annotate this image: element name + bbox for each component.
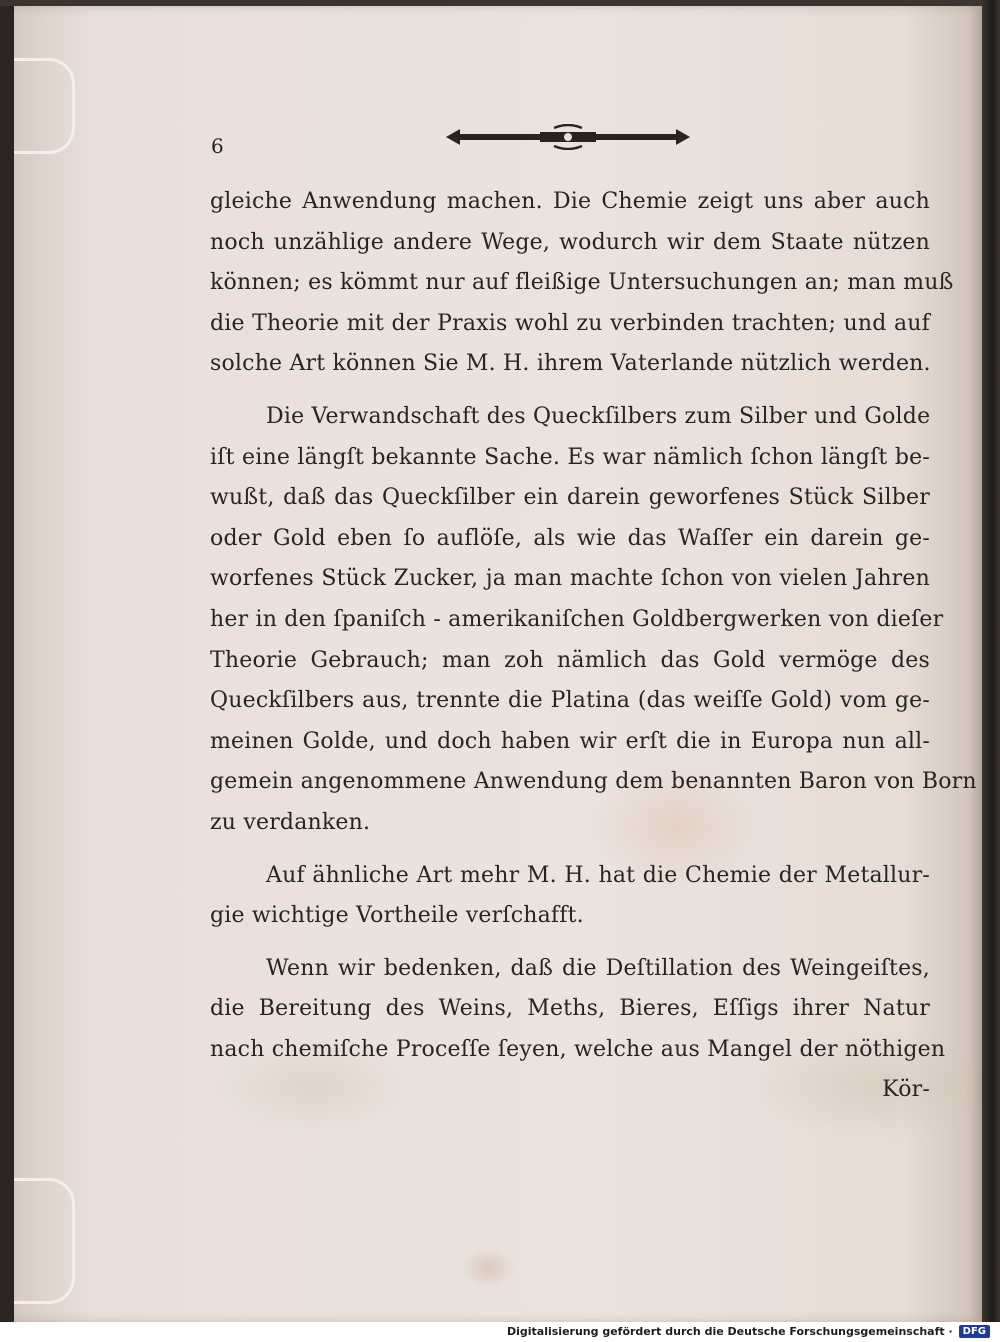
text-line: die Bereitung des Weins, Meths, Bieres, Eſſigs ihrer Natur <box>210 996 930 1022</box>
text-line: Auf ähnliche Art mehr M. H. hat die Chemie der Metallur- <box>266 862 930 888</box>
text-line: solche Art können Sie M. H. ihrem Vaterlande nützlich werden. <box>210 351 931 377</box>
text-line: Wenn wir bedenken, daß die Deſtillation des Weingeiſtes, <box>266 955 930 981</box>
header-ornament <box>444 124 692 150</box>
digitization-credit <box>507 1323 990 1339</box>
book-page <box>14 6 982 1322</box>
scanner-clip-upper <box>14 58 75 154</box>
text-line: worfenes Stück Zucker, ja man machte ſchon von vielen Jahren <box>210 566 930 592</box>
text-line: Die Verwandschaft des Queckſilbers zum Silber und Golde <box>266 403 931 429</box>
text-line: zu verdanken. <box>210 809 371 835</box>
text-line: gleiche Anwendung machen. Die Chemie zeigt uns aber auch <box>210 189 930 214</box>
text-line: Theorie Gebrauch; man zoh nämlich das Gold vermöge des <box>210 647 930 673</box>
footer-bar <box>0 1322 1000 1342</box>
paragraph-gap <box>210 844 930 856</box>
paragraph <box>210 397 977 844</box>
text-line: wußt, daß das Queckſilber ein darein geworfenes Stück Silber <box>210 485 930 511</box>
text-line: gemein angenommene Anwendung dem benannten Baron von Born <box>210 769 977 795</box>
text-line: meinen Golde, und doch haben wir erſt die in Europa nun all- <box>210 728 930 754</box>
paragraph <box>210 182 954 385</box>
text-line: gie wichtige Vortheile verſchafft. <box>210 903 584 929</box>
catchword: Kör- <box>882 1077 930 1103</box>
text-line: iſt eine längſt bekannte Sache. Es war nämlich ſchon längſt be- <box>210 444 930 470</box>
page-number: 6 <box>211 134 224 158</box>
paragraph-gap <box>210 937 930 949</box>
text-line: her in den ſpaniſch - amerikaniſchen Goldbergwerken von dieſer <box>210 606 944 632</box>
credit-text: Digitalisierung gefördert durch die Deutsche Forschungsgemeinschaft · <box>506 1324 953 1338</box>
text-line: noch unzählige andere Wege, wodurch wir dem Staate nützen <box>210 229 930 255</box>
dfg-logo: DFG <box>959 1325 990 1338</box>
text-line: können; es kömmt nur auf fleißige Untersuchungen an; man muß <box>210 270 954 296</box>
body-text <box>210 182 977 1111</box>
paragraph-gap <box>210 385 930 397</box>
text-line: Queckſilbers aus, trennte die Platina (das weiſſe Gold) vom ge- <box>210 688 930 714</box>
text-line: die Theorie mit der Praxis wohl zu verbinden trachten; und auf <box>210 310 930 336</box>
book-spine-edge <box>982 0 1000 1342</box>
text-line: oder Gold eben ſo auflöſe, als wie das Waſſer ein darein ge- <box>210 525 930 551</box>
scanner-clip-lower <box>14 1178 75 1304</box>
text-line: nach chemiſche Proceſſe ſeyen, welche aus Mangel der nöthigen <box>210 1036 946 1062</box>
paragraph <box>210 856 930 937</box>
paragraph <box>210 949 946 1071</box>
